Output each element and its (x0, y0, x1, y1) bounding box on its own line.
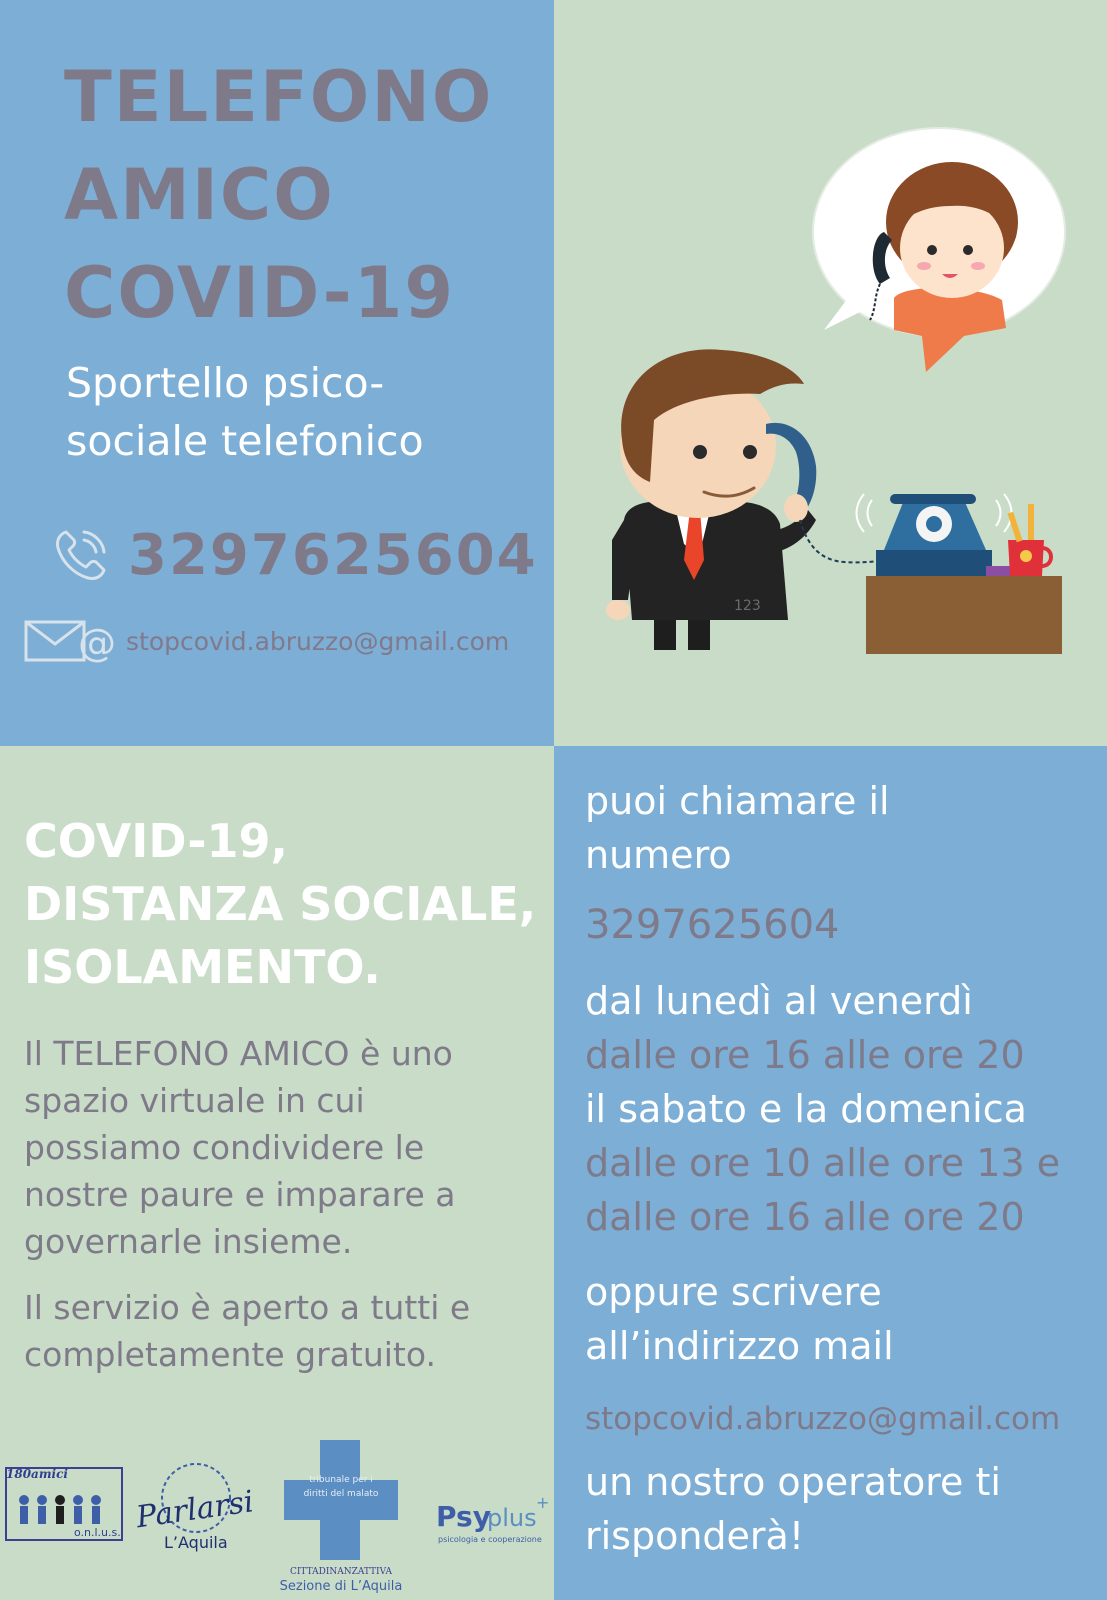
weekend-hours: dalle ore 16 alle ore 20 (585, 1195, 1025, 1239)
svg-text:diritti del malato: diritti del malato (303, 1489, 379, 1499)
title-line: COVID-19 (64, 252, 456, 334)
logo-psyplus (436, 1493, 549, 1544)
svg-text:psicologia e cooperazione: psicologia e cooperazione (438, 1535, 542, 1544)
svg-text:180amici: 180amici (6, 1467, 68, 1481)
email-icon (24, 618, 116, 665)
subtitle-line: Sportello psico- (66, 359, 385, 407)
page-subtitle (66, 354, 424, 470)
email-contact[interactable] (24, 616, 509, 666)
closing-line: risponderà! (585, 1514, 805, 1558)
logo-cittadinanzattiva (280, 1440, 403, 1594)
desk-with-phone (857, 494, 1063, 654)
closing-message (585, 1455, 1001, 1563)
phone-icon (52, 526, 110, 584)
paragraph-line: spazio virtuale in cui (24, 1081, 365, 1120)
info-panel (0, 746, 554, 1600)
phone-contact[interactable] (52, 520, 538, 590)
logo-parlarsi (133, 1464, 256, 1552)
paragraph-line: completamente gratuito. (24, 1335, 436, 1374)
weekday-hours: dalle ore 16 alle ore 20 (585, 1033, 1025, 1077)
opening-hours (585, 974, 1060, 1244)
heading-line: ISOLAMENTO. (24, 940, 381, 994)
phone-number-repeat[interactable]: 3297625604 (585, 902, 840, 948)
svg-text:o.n.l.u.s.: o.n.l.u.s. (74, 1526, 121, 1539)
svg-text:Parlarsi: Parlarsi (134, 1484, 256, 1536)
email-address[interactable]: stopcovid.abruzzo@gmail.com (126, 626, 510, 656)
mail-instruction (585, 1265, 894, 1373)
svg-text:+: + (536, 1493, 550, 1512)
closing-line: un nostro operatore ti (585, 1460, 1001, 1504)
title-line: AMICO (64, 154, 335, 236)
phone-number[interactable]: 3297625604 (128, 522, 538, 588)
paragraph-line: governarle insieme. (24, 1222, 353, 1261)
paragraph-line: Il servizio è aperto a tutti e (24, 1288, 471, 1327)
paragraph-line: Il TELEFONO AMICO è uno (24, 1034, 453, 1073)
phone-call-illustration (554, 0, 1107, 746)
weekend-hours: dalle ore 10 alle ore 13 e (585, 1141, 1061, 1185)
svg-text:Sezione di L’Aquila: Sezione di L’Aquila (279, 1579, 403, 1594)
section-heading (24, 810, 536, 999)
heading-line: DISTANZA SOCIALE, (24, 877, 537, 931)
svg-text:tribunale per i: tribunale per i (309, 1475, 373, 1485)
page-title (64, 48, 493, 342)
svg-text:CITTADINANZATTIVA: CITTADINANZATTIVA (289, 1567, 393, 1577)
illustration-panel (554, 0, 1107, 746)
paragraph-line: possiamo condividere le (24, 1128, 425, 1167)
email-address-repeat[interactable]: stopcovid.abruzzo@gmail.com (585, 1401, 1061, 1437)
mail-line: oppure scrivere (585, 1270, 882, 1314)
logo-180amici (6, 1467, 122, 1540)
heading-line: COVID-19, (24, 814, 288, 868)
svg-text:L’Aquila: L’Aquila (164, 1533, 228, 1552)
paragraph-line: nostre paure e imparare a (24, 1175, 456, 1214)
svg-text:Psy: Psy (436, 1500, 491, 1533)
weekend-label: il sabato e la domenica (585, 1087, 1027, 1131)
partner-logos (0, 1440, 554, 1600)
mail-line: all’indirizzo mail (585, 1324, 894, 1368)
call-instruction (585, 774, 890, 882)
svg-text:@: @ (78, 621, 116, 665)
header-panel (0, 0, 554, 746)
subtitle-line: sociale telefonico (66, 417, 424, 465)
description-paragraph (24, 1030, 456, 1265)
weekdays-label: dal lunedì al venerdì (585, 979, 973, 1023)
free-service-paragraph (24, 1284, 470, 1378)
call-line: numero (585, 833, 732, 877)
title-line: TELEFONO (64, 56, 494, 138)
watermark-text: 123 (734, 598, 761, 614)
contact-panel (554, 746, 1107, 1600)
svg-text:plus: plus (487, 1504, 537, 1532)
call-line: puoi chiamare il (585, 779, 890, 823)
